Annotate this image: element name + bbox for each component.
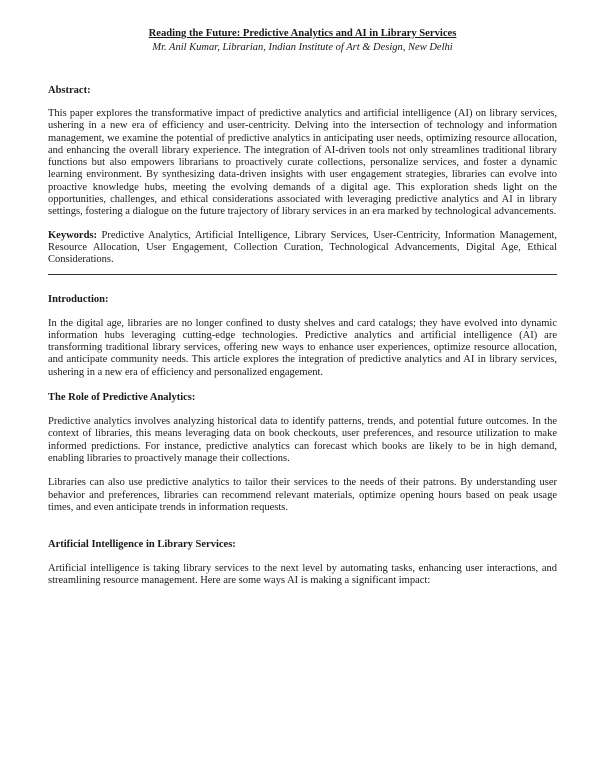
keywords — [48, 230, 557, 267]
abstract-text: This paper explores the transformative impact of predictive analytics and artificial intelligence (AI) on library services, ushering in a new era of efficiency and user-centricity. Delving into the intersection of technology and information management, we examine the potential of predictive analytics in anticipating user needs, optimizing resource allocation, and enhancing the overall library experience. The integration of AI-driven tools not only streamlines traditional library functions but also empowers librarians to proactively curate collections, personalize services, and foster a dynamic learning environment. By synthesizing data-driven insights with user engagement strategies, libraries can evolve into proactive knowledge hubs, meeting the evolving demands of a digital age. This exploration sheds light on the opportunities, challenges, and ethical considerations associated with leveraging predictive analytics and AI in library settings, fostering a dialogue on the future trajectory of library services in an era marked by technological advancements. — [48, 108, 557, 218]
ai-services-text: Artificial intelligence is taking library services to the next level by automating tasks, enhancing user interactions, and streamlining resource management. Here are some ways AI is making a significant impact: — [48, 563, 557, 587]
predictive-paragraph: Predictive analytics involves analyzing historical data to identify patterns, trends, and potential future outcomes. In the context of libraries, this means leveraging data on book checkouts, user preferences, and resource utilization to make informed predictions. For instance, predictive analytics can forecast which books are likely to be in high demand, enabling libraries to proactively manage their collections. — [48, 416, 557, 464]
author-line: Mr. Anil Kumar, Librarian, Indian Institute of Art & Design, New Delhi — [152, 42, 453, 53]
predictive-paragraph: Libraries can also use predictive analytics to tailor their services to the needs of their patrons. By understanding user behavior and preferences, libraries can recommend relevant materials, optimize opening hours based on peak usage times, and even anticipate trends in information requests. — [48, 477, 557, 513]
ai-services-heading: Artificial Intelligence in Library Services: — [48, 539, 236, 551]
introduction-heading: Introduction: — [48, 293, 109, 305]
introduction-text: In the digital age, libraries are no longer confined to dusty shelves and card catalogs; they have evolved into dynamic information hubs leveraging cutting-edge technologies. Predictive analytics and artificial intelligence (AI) are transforming traditional library services, offering new ways to enhance user experiences, optimize resource allocation, and anticipate community needs. This article explores the integration of predictive analytics and AI in library services, ushering in a new era of efficiency and personalized engagement. — [48, 317, 557, 378]
paper-page — [48, 27, 557, 588]
paper-title: Reading the Future: Predictive Analytics and AI in Library Services — [148, 28, 457, 39]
keywords-text: Predictive Analytics, Artificial Intelligence, Library Services, User-Centricity, Information Management, Resource Allocation, User Engagement, Collection Curation, Technological Advancements, Digital Age, Ethical Considerations. — [48, 229, 557, 266]
keywords-label: Keywords: — [48, 229, 97, 241]
abstract-heading: Abstract: — [48, 85, 91, 96]
predictive-heading: The Role of Predictive Analytics: — [48, 392, 196, 404]
